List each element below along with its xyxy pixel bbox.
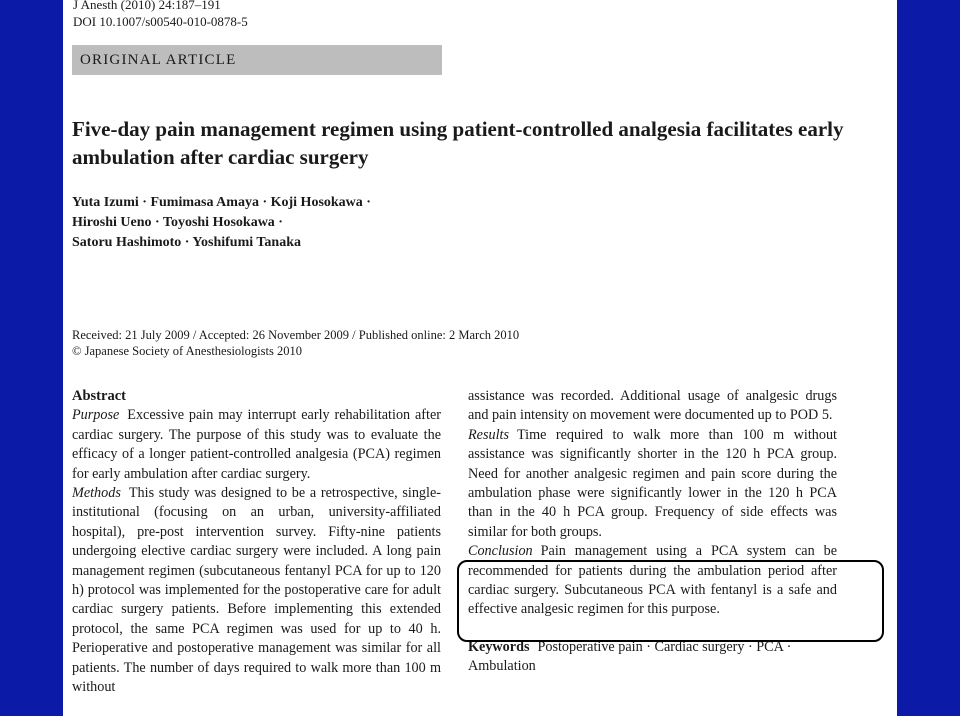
methods-paragraph [72, 484, 441, 697]
results-text: Time required to walk more than 100 m without assistance was significantly shorter in the 120 h PCA group. Need for another analgesic regimen and pain score during the ambulation phase were significantly lower in the 120 h PCA than in the 40 h PCA group. Frequency of side effects was similar for both groups. [468, 426, 837, 540]
abstract-heading: Abstract [72, 388, 126, 404]
doi: DOI 10.1007/s00540-010-0878-5 [73, 14, 248, 29]
author-line: Satoru Hashimoto · Yoshifumi Tanaka [72, 235, 301, 250]
abstract-column-left [72, 387, 441, 698]
results-label: Results [468, 426, 509, 443]
methods-continued: assistance was recorded. Additional usage of analgesic drugs and pain intensity on movement were documented up to POD 5. [468, 388, 837, 424]
purpose-text: Excessive pain may interrupt early rehabilitation after cardiac surgery. The purpose of this study was to evaluate the efficacy of a longer patient-controlled analgesia (PCA) regimen for early ambulation after cardiac surgery. [72, 407, 441, 482]
conclusion-label: Conclusion [468, 543, 533, 560]
publication-dates: Received: 21 July 2009 / Accepted: 26 November 2009 / Published online: 2 March 2010 [72, 328, 520, 342]
author-line: Yuta Izumi · Fumimasa Amaya · Koji Hosokawa · [72, 195, 371, 210]
journal-citation: J Anesth (2010) 24:187–191 [73, 0, 221, 12]
methods-text: This study was designed to be a retrospective, single-institutional (focusing on an urban, university-affiliated hospital), pre-post intervention survey. Fifty-nine patients undergoing elective cardiac surgery were included. A long pain management regimen (subcutaneous fentanyl PCA for up to 120 h) protocol was implemented for the postoperative care for adult cardiac surgery patients. Before implementing this extended protocol, the same PCA regimen was used for up to 40 h. Perioperative and postoperative management was similar for all patients. The number of days required to walk more than 100 m without [72, 485, 441, 696]
purpose-paragraph [72, 406, 441, 484]
methods-label: Methods [72, 485, 121, 502]
keywords-text: Postoperative pain · Cardiac surgery · PCA · Ambulation [468, 638, 792, 675]
copyright: © Japanese Society of Anesthesiologists 2010 [72, 344, 302, 358]
conclusion-highlight-box [457, 560, 884, 642]
purpose-label: Purpose [72, 407, 120, 424]
article-type: ORIGINAL ARTICLE [80, 52, 237, 68]
keywords-paragraph [468, 638, 837, 677]
conclusion-text: Pain management using a PCA system can be recommended for patients during the ambulation period after cardiac surgery. Subcutaneous PCA with fentanyl is a safe and effective analgesic regimen for this purpose. [468, 543, 837, 618]
article-type-banner [72, 45, 442, 75]
author-line: Hiroshi Ueno · Toyoshi Hosokawa · [72, 215, 283, 230]
results-paragraph [468, 426, 837, 542]
paper-page [63, 0, 897, 716]
keywords-label: Keywords [468, 638, 530, 655]
left-blue-border [0, 0, 63, 716]
article-title: Five-day pain management regimen using patient-controlled analgesia facilitates early ambulation after cardiac surgery [72, 117, 844, 169]
author-list [72, 193, 371, 253]
right-blue-border [897, 0, 960, 716]
